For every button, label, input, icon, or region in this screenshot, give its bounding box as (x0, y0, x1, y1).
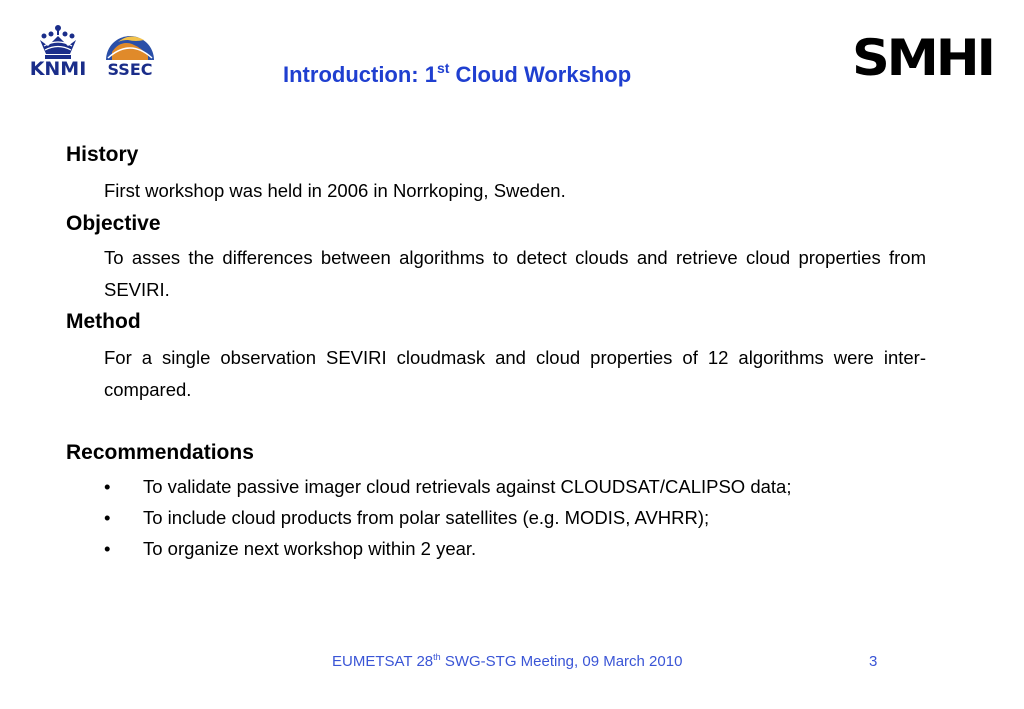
method-heading: Method (66, 310, 141, 333)
method-text: For a single observation SEVIRI cloudmask and cloud properties of 12 algorithms were inter-compared. (104, 347, 926, 400)
objective-text: To asses the differences between algorithms to detect clouds and retrieve cloud properties from SEVIRI. (104, 247, 926, 300)
crown-icon (36, 24, 80, 60)
list-item (104, 471, 934, 502)
list-item (104, 502, 934, 533)
history-text: First workshop was held in 2006 in Norrkoping, Sweden. (104, 180, 566, 201)
page-number: 3 (869, 653, 878, 670)
knmi-logo-text: KNMI (29, 58, 87, 80)
history-heading: History (66, 143, 139, 166)
slide-title (283, 62, 631, 88)
footer-text (332, 653, 682, 670)
title-prefix: Introduction: 1 (283, 62, 437, 87)
list-item-text: To include cloud products from polar satellites (e.g. MODIS, AVHRR); (143, 507, 710, 528)
globe-icon (104, 30, 156, 64)
list-item (104, 533, 934, 564)
bullet-icon: • (104, 476, 111, 497)
knmi-logo (22, 24, 94, 80)
list-item-text: To validate passive imager cloud retrievals against CLOUDSAT/CALIPSO data; (143, 476, 792, 497)
title-suffix: Cloud Workshop (449, 62, 632, 87)
footer-prefix: EUMETSAT 28 (332, 653, 434, 670)
recommendations-list (104, 471, 934, 564)
recommendations-heading: Recommendations (66, 441, 254, 464)
bullet-icon: • (104, 538, 111, 559)
objective-heading: Objective (66, 212, 161, 235)
footer-suffix: SWG-STG Meeting, 09 March 2010 (440, 653, 683, 670)
ssec-logo (100, 30, 160, 82)
ssec-logo-text: SSEC (107, 60, 153, 79)
bullet-icon: • (104, 507, 111, 528)
smhi-logo: SMHI (852, 29, 993, 87)
footer-superscript: th (433, 652, 441, 662)
title-superscript: st (436, 60, 450, 76)
list-item-text: To organize next workshop within 2 year. (143, 538, 477, 559)
